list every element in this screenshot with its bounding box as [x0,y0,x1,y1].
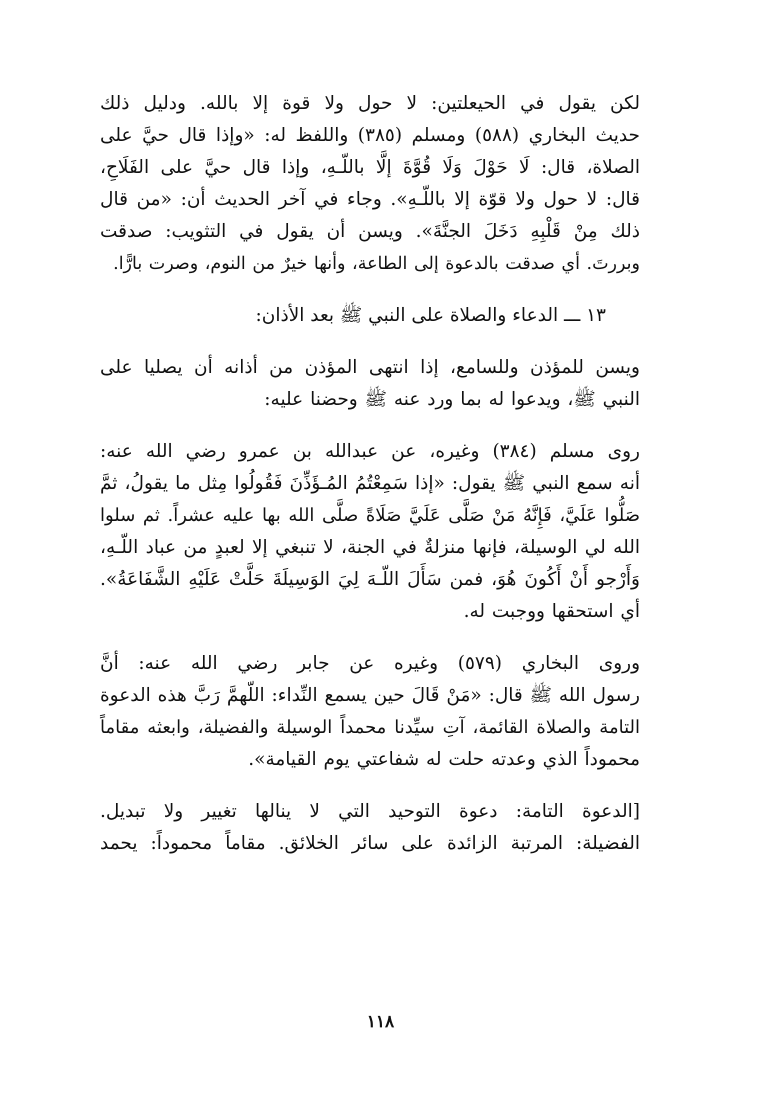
text-line: ويسن للمؤذن وللسامع، إذا انتهى المؤذن من أذانه أن يصليا على [100,357,640,378]
page-number: ١١٨ [366,1012,395,1032]
text-line: النبي ﷺ، ويدعوا له بما ورد عنه ﷺ وحضنا عليه: [264,389,640,410]
text-line: الصلاة، قال: لَا حَوْلَ وَلَا قُوَّةَ إلَّا باللّـهِ، وإذا قال حيَّ على الفَلَاحِ، [100,157,640,178]
text-line: الله لي الوسيلة، فإنها منزلةٌ في الجنة، لا تنبغي إلا لعبدٍ من عباد اللّـهِ، [100,537,640,558]
text-line: أنه سمع النبي ﷺ يقول: «إذا سَمِعْتُمُ المُـؤَذِّنَ فَقُولُوا مِثل ما يقولُ، ثمَّ [100,473,640,494]
text-line: الفضيلة: المرتبة الزائدة على سائر الخلائق. مقاماً محموداً: يحمد [100,833,640,854]
paragraph-2 [100,352,640,416]
page-body [100,88,640,1028]
paragraph-5 [100,796,640,860]
text-line: [الدعوة التامة: دعوة التوحيد التي لا ينالها تغيير ولا تبديل. [100,801,640,822]
paragraph-1 [100,88,640,280]
text-line: روى مسلم (٣٨٤) وغيره، عن عبدالله بن عمرو رضي الله عنه: [100,441,640,462]
text-line: محموداً الذي وعدته حلت له شفاعتي يوم القيامة». [248,749,640,770]
text-line: حديث البخاري (٥٨٨) ومسلم (٣٨٥) واللفظ له: «وإذا قال حيَّ على [100,125,640,146]
text-line: لكن يقول في الحيعلتين: لا حول ولا قوة إلا بالله. ودليل ذلك [100,93,640,114]
text-line: وَأَرْجو أَنْ أَكُونَ هُوَ، فمن سَأَلَ اللّـهَ لِيَ الوَسِيلَةَ حَلَّتْ عَلَيْهِ الشَّفَاعَةُ». [100,569,640,590]
paragraph-4 [100,648,640,776]
paragraph-3 [100,436,640,628]
text-line: ذلك مِنْ قَلْبِهِ دَخَلَ الجنَّةَ». ويسن أن يقول في التثويب: صدقت [100,221,640,242]
text-line: قال: لا حول ولا قوّة إلا باللّـهِ». وجاء في آخر الحديث أن: «من قال [100,189,640,210]
text-line: رسول الله ﷺ قال: «مَنْ قَالَ حين يسمع النِّداء: اللّهمَّ رَبَّ هذه الدعوة [99,685,640,706]
section-heading: ١٣ ـــ الدعاء والصلاة على النبي ﷺ بعد الأذان: [255,305,606,326]
text-line: وبررتَ. أي صدقت بالدعوة إلى الطاعة، وأنها خيرٌ من النوم، وصرت بارًّا. [113,254,640,274]
text-line: أي استحقها ووجبت له. [463,601,640,622]
text-line: صَلُّوا عَلَيَّ، فَإِنَّهُ مَنْ صَلَّى عَلَيَّ صَلَاةً صلَّى الله بها عليه عشراً. ثم سلوا [100,505,640,526]
text-line: وروى البخاري (٥٧٩) وغيره عن جابر رضي الله عنه: أنَّ [100,653,640,674]
text-line: التامة والصلاة القائمة، آتِ سيِّدنا محمداً الوسيلة والفضيلة، وابعثه مقاماً [100,717,640,738]
